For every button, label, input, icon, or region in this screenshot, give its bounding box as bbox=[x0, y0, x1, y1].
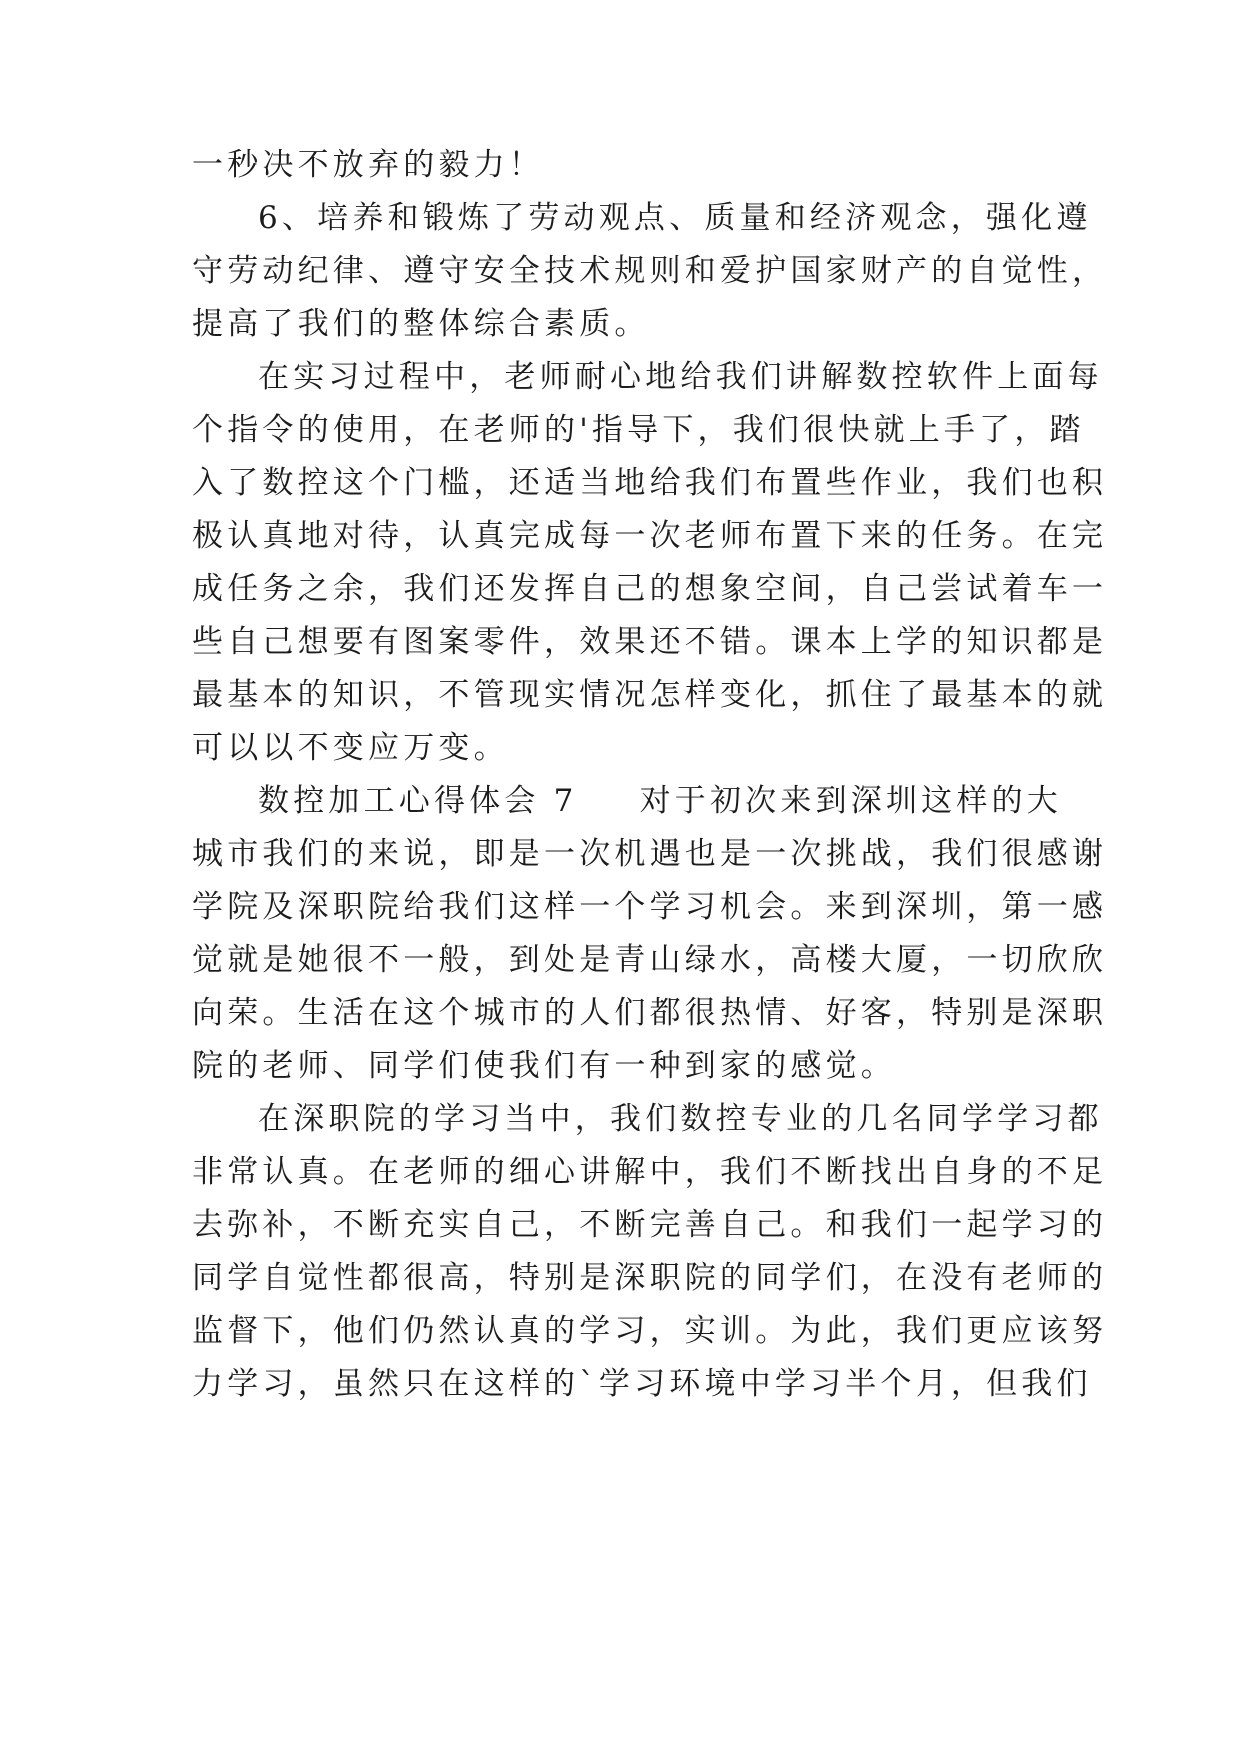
text-line: 些自己想要有图案零件，效果还不错。课本上学的知识都是 bbox=[192, 624, 1108, 660]
text-line: 去弥补，不断充实自己，不断完善自己。和我们一起学习的 bbox=[192, 1207, 1108, 1243]
text-line: 力学习，虽然只在这样的`学习环境中学习半个月，但我们 bbox=[192, 1366, 1092, 1402]
section-heading: 数控加工心得体会 7 bbox=[258, 783, 578, 819]
text-line: 个指令的使用，在老师的'指导下，我们很快就上手了，踏 bbox=[192, 412, 1085, 448]
text-line: 院的老师、同学们使我们有一种到家的感觉。 bbox=[192, 1048, 896, 1084]
paragraph-start: 对于初次来到深圳这样的大 bbox=[639, 783, 1062, 819]
text-line: 觉就是她很不一般，到处是青山绿水，高楼大厦，一切欣欣 bbox=[192, 942, 1108, 978]
text-line: 在实习过程中，老师耐心地给我们讲解数控软件上面每 bbox=[258, 359, 1103, 395]
text-line: 可以以不变应万变。 bbox=[192, 730, 509, 766]
text-line: 非常认真。在老师的细心讲解中，我们不断找出自身的不足 bbox=[192, 1154, 1108, 1190]
text-line: 监督下，他们仍然认真的学习，实训。为此，我们更应该努 bbox=[192, 1313, 1108, 1349]
text-line: 同学自觉性都很高，特别是深职院的同学们，在没有老师的 bbox=[192, 1260, 1108, 1296]
section-heading-line bbox=[258, 781, 1118, 821]
text-line: 极认真地对待，认真完成每一次老师布置下来的任务。在完 bbox=[192, 518, 1108, 554]
text-line: 在深职院的学习当中，我们数控专业的几名同学学习都 bbox=[258, 1101, 1103, 1137]
text-line: 向荣。生活在这个城市的人们都很热情、好客，特别是深职 bbox=[192, 995, 1108, 1031]
text-line: 入了数控这个门槛，还适当地给我们布置些作业，我们也积 bbox=[192, 465, 1108, 501]
text-line: 学院及深职院给我们这样一个学习机会。来到深圳，第一感 bbox=[192, 889, 1108, 925]
text-line: 成任务之余，我们还发挥自己的想象空间，自己尝试着车一 bbox=[192, 571, 1108, 607]
text-line: 城市我们的来说，即是一次机遇也是一次挑战，我们很感谢 bbox=[192, 836, 1108, 872]
text-line: 6、培养和锻炼了劳动观点、质量和经济观念，强化遵 bbox=[258, 200, 1092, 236]
text-line: 一秒决不放弃的毅力！ bbox=[192, 147, 544, 183]
text-line: 守劳动纪律、遵守安全技术规则和爱护国家财产的自觉性， bbox=[192, 253, 1108, 289]
text-line: 提高了我们的整体综合素质。 bbox=[192, 306, 650, 342]
text-line: 最基本的知识，不管现实情况怎样变化，抓住了最基本的就 bbox=[192, 677, 1108, 713]
